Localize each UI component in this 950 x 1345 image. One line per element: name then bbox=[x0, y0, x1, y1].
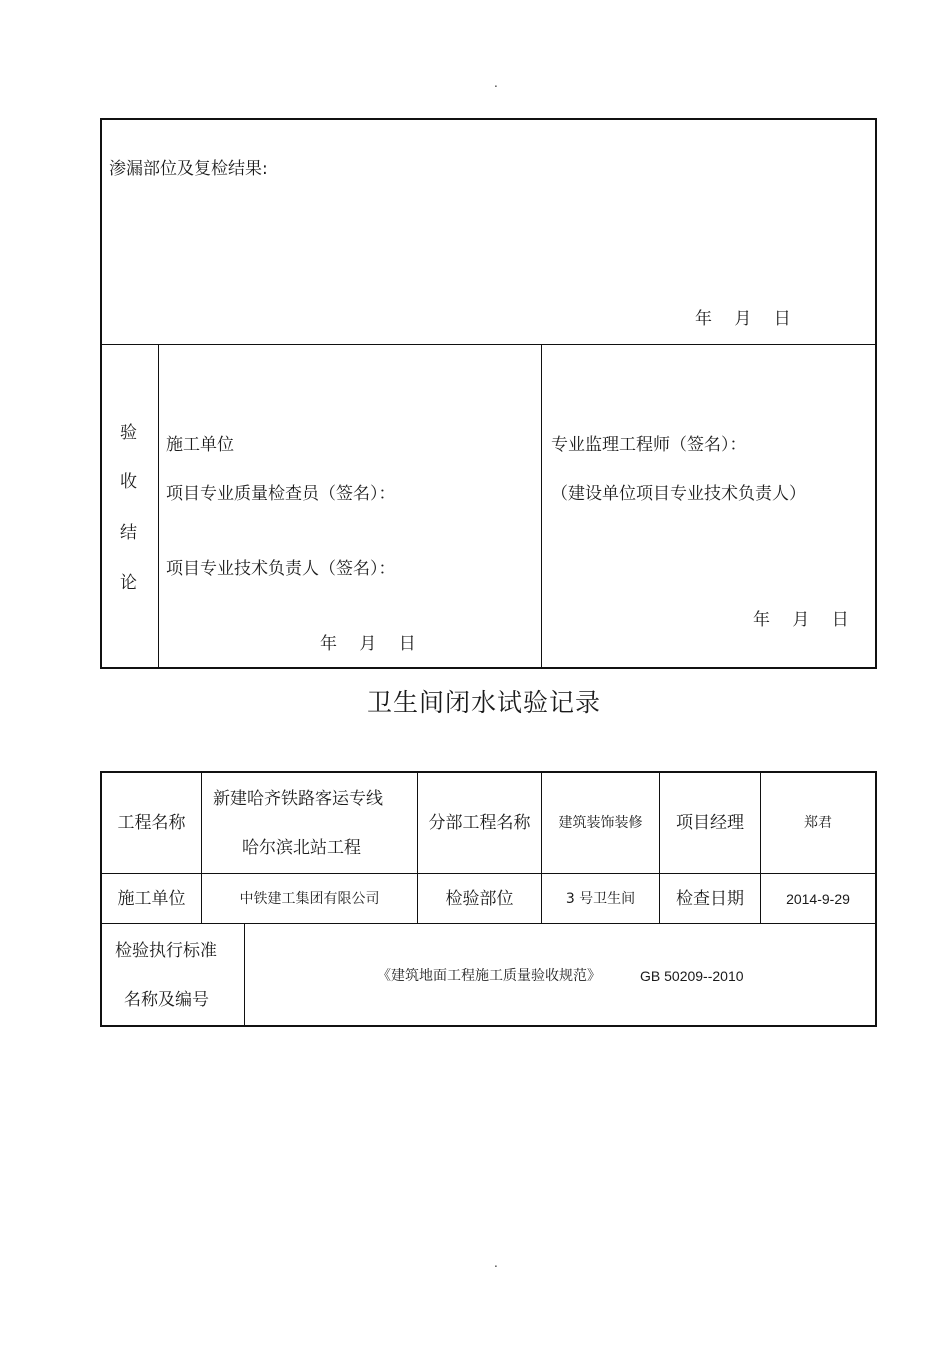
leak-recheck-label: 渗漏部位及复检结果: bbox=[109, 159, 268, 179]
project-manager-value: 郑君 bbox=[804, 815, 832, 831]
project-name-label: 工程名称 bbox=[117, 813, 186, 833]
contractor-unit-label: 施工单位 bbox=[166, 435, 234, 455]
supervisor-date: 年 月 日 bbox=[753, 610, 849, 630]
acceptance-label-char-2: 收 bbox=[120, 472, 137, 492]
page-top-marker: . bbox=[494, 76, 498, 90]
project-manager-label: 项目经理 bbox=[676, 813, 744, 833]
tech-lead-signature-label: 项目专业技术负责人（签名）： bbox=[166, 559, 396, 579]
page-title: 卫生间闭水试验记录 bbox=[367, 688, 602, 717]
contractor-label: 施工单位 bbox=[117, 888, 186, 909]
standard-name: 《建筑地面工程施工质量验收规范》 bbox=[377, 968, 601, 984]
leak-recheck-date: 年 月 日 bbox=[695, 309, 791, 329]
acceptance-label-char-4: 论 bbox=[120, 573, 137, 593]
upper-form-divider bbox=[101, 344, 876, 345]
info-table-row-rule-2 bbox=[101, 923, 876, 924]
standard-label-line-2: 名称及编号 bbox=[124, 990, 209, 1010]
inspection-date-label: 检查日期 bbox=[676, 888, 744, 909]
inspection-part-value: 3 号卫生间 bbox=[565, 890, 636, 907]
acceptance-label-divider bbox=[158, 345, 159, 668]
sub-project-value: 建筑装饰装修 bbox=[558, 815, 643, 831]
contractor-date: 年 月 日 bbox=[320, 634, 416, 654]
supervisor-signature-label: 专业监理工程师（签名）： bbox=[551, 435, 747, 455]
info-table-col-rule-std bbox=[244, 924, 245, 1025]
standard-code: GB 50209--2010 bbox=[640, 968, 744, 984]
acceptance-label-char-3: 结 bbox=[120, 523, 137, 543]
owner-rep-label: （建设单位项目专业技术负责人） bbox=[551, 484, 806, 504]
contractor-value: 中铁建工集团有限公司 bbox=[239, 890, 380, 907]
inspection-date-value: 2014-9-29 bbox=[786, 890, 850, 907]
sub-project-label: 分部工程名称 bbox=[428, 813, 531, 833]
qc-inspector-signature-label: 项目专业质量检查员（签名）： bbox=[166, 484, 396, 504]
inspection-part-label: 检验部位 bbox=[445, 888, 514, 909]
upper-form-border bbox=[100, 118, 877, 669]
page-bottom-marker: . bbox=[494, 1256, 498, 1270]
acceptance-middle-divider bbox=[541, 345, 542, 668]
project-name-line-1: 新建哈齐铁路客运专线 bbox=[213, 789, 383, 809]
project-name-line-2: 哈尔滨北站工程 bbox=[242, 838, 361, 858]
acceptance-label-char-1: 验 bbox=[120, 423, 137, 443]
standard-label-line-1: 检验执行标准 bbox=[115, 941, 217, 961]
